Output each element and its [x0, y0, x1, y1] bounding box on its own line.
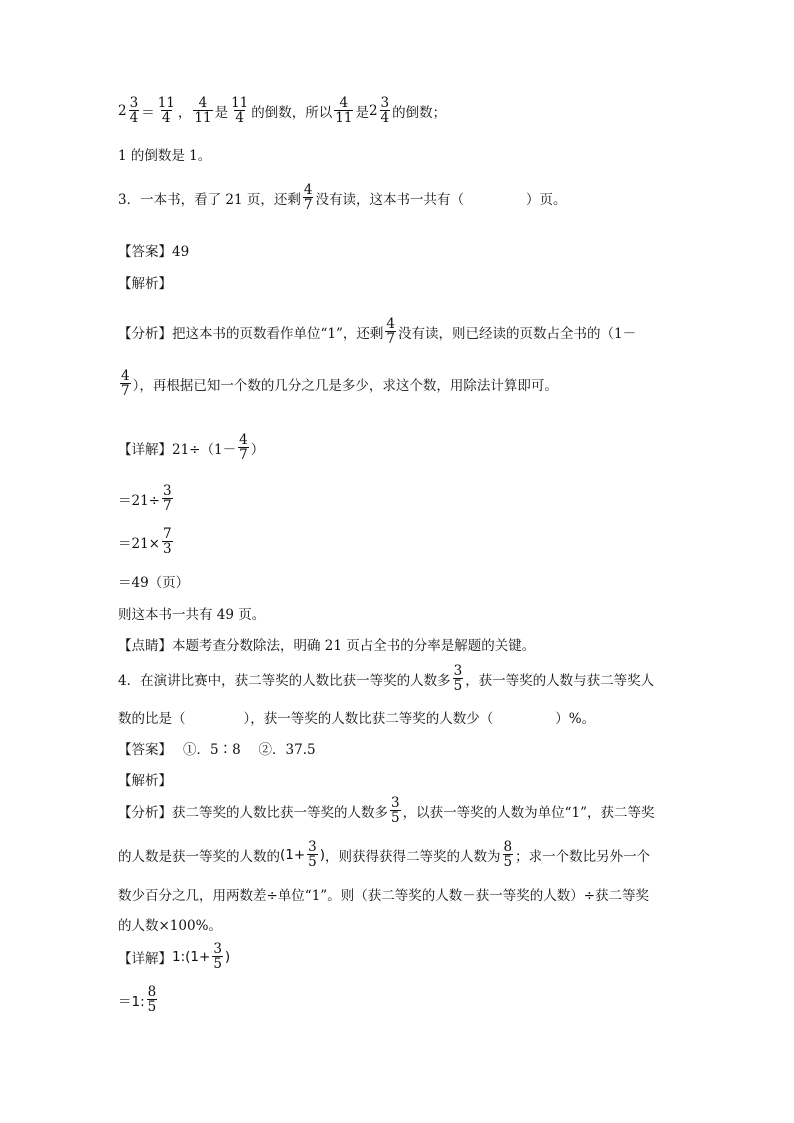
- fraction: $\frac{11}{4}$: [231, 95, 249, 127]
- fraction: $\frac{4}{7}$: [303, 182, 313, 214]
- fraction: $\frac{4}{7}$: [386, 316, 395, 348]
- key-point: 【点睛】本题考查分数除法，明确 21 页占全书的分率是解题的关键。: [118, 638, 536, 654]
- fraction: $\frac{4}{7}$: [239, 432, 248, 464]
- solution-line-one: 1 的倒数是 1。: [118, 148, 212, 164]
- detail-line: 【详解】 1:(1+ $\frac{3}{5}$ ): [118, 941, 231, 973]
- analysis-text-cont: 的人数×100%。: [118, 918, 222, 934]
- detail-conclusion: 则这本书一共有 49 页。: [118, 607, 266, 623]
- fraction: $\frac{7}{3}$: [163, 526, 172, 558]
- answer-label: 【答案】 ①．5∶8 ②．37.5: [118, 742, 316, 758]
- analysis-text: 【分析】获二等奖的人数比获一等奖的人数多 $\frac{3}{5}$ ，以获一等奖的人数为单位“1”，获二等奖: [118, 795, 655, 827]
- whole-part: 2: [118, 102, 127, 119]
- question-3: 3．一本书，看了 21 页，还剩 $\frac{4}{7}$ 没有读，这本书一共有（ ）页。: [118, 182, 567, 214]
- fraction: $\frac{3}{4}$: [129, 95, 139, 127]
- fraction: $\frac{4}{7}$: [121, 368, 130, 400]
- detail-line: 【详解】21÷（1－ $\frac{4}{7}$ ）: [118, 432, 265, 464]
- fraction: $\frac{11}{4}$: [157, 95, 175, 127]
- mixed-number: 2 $\frac{3}{4}$: [368, 95, 390, 127]
- analysis-text-cont: 的人数是获一等奖的人数的 (1+ $\frac{3}{5}$ ) ，则获得获得二等奖的人数为 $\frac{8}{5}$ ；求一个数比另外一个: [118, 839, 651, 871]
- detail-step: ＝21× $\frac{7}{3}$: [118, 526, 172, 558]
- solution-line-reciprocal: 2 $\frac{3}{4}$ ＝ $\frac{11}{4}$ ， $\frac{4}{11}$ 是 $\frac{11}{4}$ 的倒数，所以 $\frac{4}{11}$ 是 2 $\frac{3}{4}$ 的倒数；: [118, 95, 447, 127]
- detail-step: ＝1: $\frac{8}{5}$: [118, 984, 157, 1016]
- fraction: $\frac{3}{5}$: [308, 839, 317, 871]
- fraction: $\frac{4}{11}$: [335, 95, 353, 127]
- analysis-label: 【解析】: [118, 276, 172, 292]
- mixed-number: [118, 96, 141, 125]
- analysis-text: 【分析】把这本书的页数看作单位“1”，还剩 $\frac{4}{7}$ 没有读，则已经读的页数占全书的（1－: [118, 316, 637, 348]
- question-4: 4．在演讲比赛中，获二等奖的人数比获一等奖的人数多 $\frac{3}{5}$ ，获一等奖的人数与获二等奖人: [118, 663, 655, 695]
- analysis-label: 【解析】: [118, 773, 172, 789]
- question-4-cont: 数的比是（ ），获一等奖的人数比获二等奖的人数少（ ）%。: [118, 711, 596, 727]
- fraction: $\frac{3}{4}$: [380, 95, 390, 127]
- fraction: $\frac{3}{7}$: [163, 483, 172, 515]
- detail-step: ＝49（页）: [118, 575, 190, 591]
- fraction: $\frac{3}{5}$: [213, 941, 222, 973]
- fraction: $\frac{3}{5}$: [391, 795, 400, 827]
- fraction: $\frac{4}{11}$: [194, 95, 212, 127]
- fraction: $\frac{8}{5}$: [503, 839, 513, 871]
- analysis-text-cont: 数少百分之几，用两数差÷单位“1”。则（获二等奖的人数－获一等奖的人数）÷获二等奖: [118, 888, 650, 904]
- analysis-text-cont: $\frac{4}{7}$ ），再根据已知一个数的几分之几是多少，求这个数，用除法计算即可。: [121, 368, 558, 400]
- answer-label: 【答案】49: [118, 244, 190, 260]
- fraction: $\frac{3}{5}$: [453, 663, 463, 695]
- fraction: $\frac{8}{5}$: [147, 984, 157, 1016]
- detail-step: ＝21÷ $\frac{3}{7}$: [118, 483, 172, 515]
